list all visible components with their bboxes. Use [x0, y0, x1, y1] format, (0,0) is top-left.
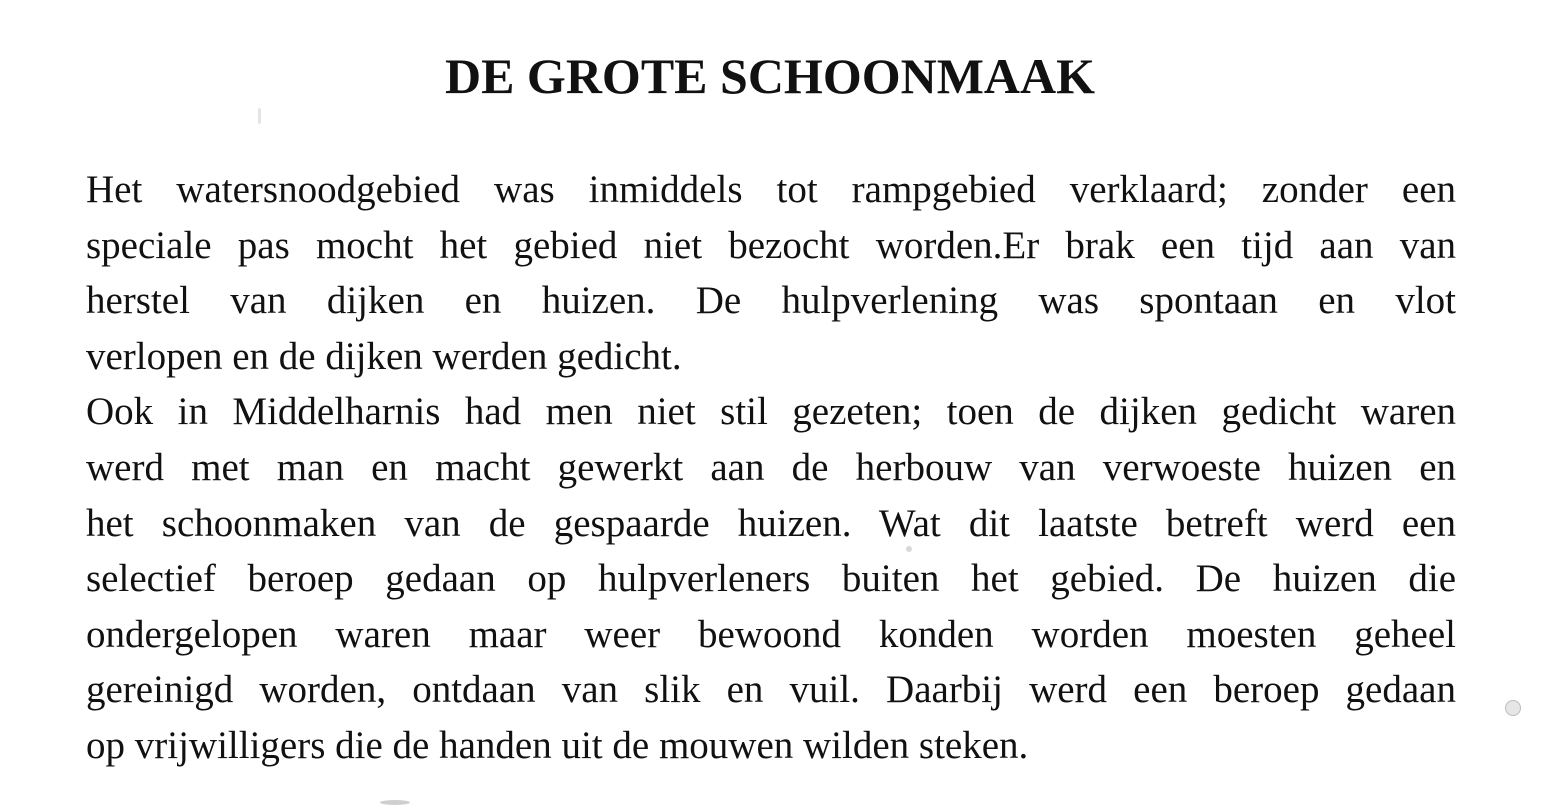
text-line: verlopen en de dijken werden gedicht.	[86, 334, 682, 378]
scan-speck	[1505, 700, 1521, 716]
scan-speck	[380, 800, 410, 805]
text-line: selectief beroep gedaan op hulpverleners buiten het gebied. De huizen die	[86, 557, 1456, 601]
article-body	[86, 162, 1456, 774]
scan-speck	[906, 546, 912, 552]
text-line: het schoonmaken van de gespaarde huizen. Wat dit laatste betreft werd een	[86, 501, 1456, 545]
text-line: ondergelopen waren maar weer bewoond konden worden moesten geheel	[86, 612, 1456, 656]
text-line: Ook in Middelharnis had men niet stil gezeten; toen de dijken gedicht waren	[86, 390, 1456, 434]
text-line: herstel van dijken en huizen. De hulpverlening was spontaan en vlot	[86, 279, 1456, 323]
text-line: gereinigd worden, ontdaan van slik en vuil. Daarbij werd een beroep gedaan	[86, 668, 1456, 712]
text-line: Het watersnoodgebied was inmiddels tot rampgebied verklaard; zonder een	[86, 168, 1456, 211]
page-title: DE GROTE SCHOONMAAK	[444, 48, 1096, 104]
text-line: werd met man en macht gewerkt aan de herbouw van verwoeste huizen en	[86, 445, 1456, 489]
text-line: op vrijwilligers die de handen uit de mouwen wilden steken.	[86, 723, 1029, 767]
scan-speck	[258, 108, 261, 124]
text-line: speciale pas mocht het gebied niet bezocht worden.Er brak een tijd aan van	[86, 223, 1456, 267]
